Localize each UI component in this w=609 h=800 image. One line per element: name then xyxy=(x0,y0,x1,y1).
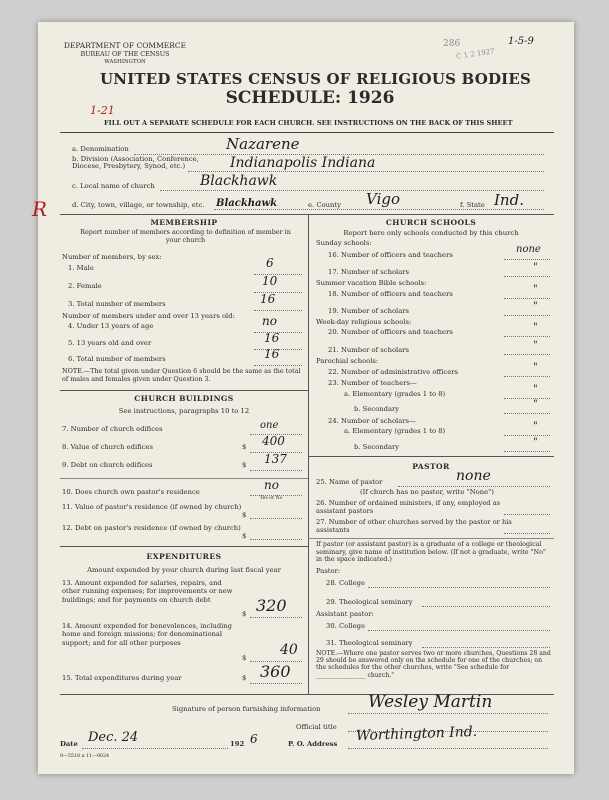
county-label: e. County xyxy=(308,201,341,209)
form-title: UNITED STATES CENSUS OF RELIGIOUS BODIES xyxy=(100,70,532,88)
college-30-line xyxy=(368,630,550,631)
assistant-pastors-line xyxy=(504,514,550,515)
census-schedule-sheet xyxy=(32,22,574,774)
other-churches-line xyxy=(504,533,550,534)
school-value-21: " xyxy=(533,340,538,351)
seminary-31-label: 31. Theological seminary xyxy=(326,639,413,647)
total-age-value: 16 xyxy=(264,347,280,361)
total-expenditures-label: 15. Total expenditures during year xyxy=(62,674,182,682)
under-13-value: no xyxy=(262,314,277,328)
over-13-value: 16 xyxy=(264,331,280,345)
running-expenses-value: 320 xyxy=(256,596,287,615)
signature-value: Wesley Martin xyxy=(368,692,493,712)
total-age-label: 6. Total number of members xyxy=(68,355,166,363)
dollar-sign-9: $ xyxy=(242,461,247,469)
edifices-debt-value: 137 xyxy=(264,452,287,466)
under-13-label: 4. Under 13 years of age xyxy=(68,322,154,330)
dollar-sign-8: $ xyxy=(242,443,247,451)
running-expenses-label: 13. Amount expended for salaries, repairs, and other running expenses; for improvements or new buildings; and for payments on church debt xyxy=(62,579,233,604)
school-value-16: none xyxy=(516,244,541,255)
school-value-23b: " xyxy=(533,399,538,410)
by-sex-label: Number of members, by sex: xyxy=(62,253,162,261)
school-row-20: 20. Number of officers and teachers xyxy=(328,328,453,336)
age-intro-label: Number of members under and over 13 years old: xyxy=(62,312,235,320)
graduate-intro: If pastor (or assistant pastor) is a graduate of a college or theological seminary, give name of institution below. (If not a graduate, write "No" in the space indicated.) xyxy=(316,540,546,564)
city-value: Blackhawk xyxy=(216,198,278,209)
female-label: 2. Female xyxy=(68,282,102,290)
po-address-line xyxy=(348,748,548,749)
instruction-line: FILL OUT A SEPARATE SCHEDULE FOR EACH CHURCH. SEE INSTRUCTIONS ON THE BACK OF THIS SHEET xyxy=(104,119,513,127)
pastor-sub-label: Pastor: xyxy=(316,567,341,575)
total-members-line xyxy=(254,310,302,311)
buildings-heading: CHURCH BUILDINGS xyxy=(134,394,234,403)
school-line-23b xyxy=(504,413,550,414)
assistant-sub-label: Assistant pastor: xyxy=(316,610,374,618)
school-row-16: 16. Number of officers and teachers xyxy=(328,251,453,259)
other-churches-label: 27. Number of other churches served by the pastor or his assistants xyxy=(316,518,512,534)
edifices-debt-label: 9. Debt on church edifices xyxy=(62,461,153,469)
school-value-24b: " xyxy=(533,437,538,448)
local-name-line xyxy=(160,190,544,191)
state-label: f. State xyxy=(460,201,485,209)
received-stamp-number: 286 xyxy=(443,39,461,49)
red-r-mark: R xyxy=(32,197,48,221)
received-stamp-date: C 1 2 1927 xyxy=(455,47,496,61)
school-line-19 xyxy=(504,315,550,316)
dept-line-1: DEPARTMENT OF COMMERCE xyxy=(63,41,187,50)
year-prefix: 192 xyxy=(230,740,245,748)
membership-rule xyxy=(60,390,308,391)
total-members-label: 3. Total number of members xyxy=(68,300,166,308)
expenditures-subheading: Amount expended by your church during last fiscal year xyxy=(87,566,281,574)
school-line-23a xyxy=(504,398,550,399)
dollar-sign-11: $ xyxy=(242,511,247,519)
denomination-label: a. Denomination xyxy=(72,145,129,153)
school-row-21: 21. Number of scholars xyxy=(328,346,410,354)
city-line xyxy=(214,209,544,210)
benevolences-label: 14. Amount expended for benevolences, including home and foreign missions; for denominational support; and for all other purposes xyxy=(62,622,232,647)
assistant-pastors-label: 26. Number of ordained ministers, if any, employed as assistant pastors xyxy=(316,499,501,515)
year-suffix: 6 xyxy=(250,732,258,746)
weekday-schools-label: Week-day religious schools: xyxy=(316,318,412,326)
total-members-value: 16 xyxy=(260,292,276,306)
state-value: Ind. xyxy=(494,191,524,209)
pastor-name-value: none xyxy=(456,468,491,484)
sunday-schools-label: Sunday schools: xyxy=(316,239,372,247)
division-line xyxy=(188,171,544,172)
edifices-value-label: 8. Value of church edifices xyxy=(62,443,154,451)
residence-value-line xyxy=(250,518,302,519)
college-28-label: 28. College xyxy=(326,579,366,587)
owns-residence-label: 10. Does church own pastor's residence xyxy=(62,488,200,496)
buildings-subheading: See instructions, paragraphs 10 to 12 xyxy=(118,407,250,415)
school-value-22: " xyxy=(533,362,538,373)
county-value: Vigo xyxy=(366,190,400,208)
red-mark-number: 1-21 xyxy=(90,104,115,117)
date-line xyxy=(82,748,228,749)
residence-debt-line xyxy=(250,539,302,540)
edifices-count-label: 7. Number of church edifices xyxy=(62,425,163,433)
date-value: Dec. 24 xyxy=(88,730,139,745)
school-value-24a: " xyxy=(533,421,538,432)
school-line-18 xyxy=(504,298,550,299)
signature-label: Signature of person furnishing information xyxy=(172,705,321,713)
college-30-label: 30. College xyxy=(326,622,366,630)
date-label: Date xyxy=(60,740,78,748)
seminary-31-line xyxy=(422,647,550,648)
pastor-name-note: (If church has no pastor, write "None") xyxy=(360,488,494,496)
school-line-24a xyxy=(504,435,550,436)
denomination-value: Nazarene xyxy=(226,135,300,153)
female-value: 10 xyxy=(262,274,278,288)
college-28-line xyxy=(368,587,550,588)
school-value-20: " xyxy=(533,322,538,333)
school-row-24a: a. Elementary (grades 1 to 8) xyxy=(344,427,446,435)
pastor-name-label: 25. Name of pastor xyxy=(316,478,383,486)
school-value-18: " xyxy=(533,284,538,295)
school-row-23a: a. Elementary (grades 1 to 8) xyxy=(344,390,446,398)
dollar-sign-15: $ xyxy=(242,674,247,682)
edifices-debt-line xyxy=(250,470,302,471)
membership-subheading: Report number of members according to definition of member in your church xyxy=(80,228,291,244)
total-expenditures-line xyxy=(250,683,302,684)
po-address-value: Worthington Ind. xyxy=(355,723,478,745)
summer-schools-label: Summer vacation Bible schools: xyxy=(316,279,427,287)
pastor-name-line xyxy=(398,486,550,487)
school-row-24: 24. Number of scholars— xyxy=(328,417,416,425)
pastor-note: NOTE.—Where one pastor serves two or more churches, Questions 28 and 29 should be answered only on the schedule for one of the churches; on the schedules for the other churches, write "See schedule for ________________ church." xyxy=(316,650,551,679)
benevolences-value: 40 xyxy=(280,642,298,658)
running-expenses-line xyxy=(250,617,302,618)
column-divider xyxy=(308,214,309,694)
over-13-label: 5. 13 years old and over xyxy=(68,339,152,347)
school-row-18: 18. Number of officers and teachers xyxy=(328,290,453,298)
membership-heading: MEMBERSHIP xyxy=(150,218,218,227)
yes-no-hint: Yes or No xyxy=(260,496,283,501)
school-value-19: " xyxy=(533,301,538,312)
membership-note: NOTE.—The total given under Question 6 should be the same as the total of males and females given under Question 3. xyxy=(62,367,301,383)
stamp-code: 1-5-9 xyxy=(508,36,534,47)
school-value-17: " xyxy=(533,262,538,273)
local-name-label: c. Local name of church xyxy=(72,182,155,190)
schools-subheading: Report here only schools conducted by this church xyxy=(343,229,519,237)
parochial-schools-label: Parochial schools: xyxy=(316,357,379,365)
department-heading xyxy=(60,42,190,66)
total-expenditures-value: 360 xyxy=(260,662,291,681)
school-line-20 xyxy=(504,336,550,337)
dollar-sign-14: $ xyxy=(242,654,247,662)
total-age-line xyxy=(254,365,302,366)
top-fields-rule xyxy=(60,214,554,215)
residence-value-label: 11. Value of pastor's residence (if owned by church) xyxy=(62,503,242,511)
dept-line-2: BUREAU OF THE CENSUS xyxy=(80,50,170,58)
dollar-sign-12: $ xyxy=(242,532,247,540)
school-line-21 xyxy=(504,354,550,355)
school-line-17 xyxy=(504,276,550,277)
edifices-count-value: one xyxy=(260,420,279,431)
school-line-22 xyxy=(504,376,550,377)
edifices-value-value: 400 xyxy=(262,434,285,448)
form-code: 9—5518 a 11—9024 xyxy=(60,754,110,759)
schools-heading: CHURCH SCHOOLS xyxy=(385,218,477,227)
division-label: b. Division (Association, Conference, Diocese, Presbytery, Synod, etc.) xyxy=(72,155,199,171)
city-label: d. City, town, village, or township, etc. xyxy=(72,201,205,209)
po-address-label: P. O. Address xyxy=(288,740,338,748)
school-value-23a: " xyxy=(533,384,538,395)
male-value: 6 xyxy=(266,256,274,270)
male-label: 1. Male xyxy=(68,264,94,272)
school-line-24b xyxy=(504,451,550,452)
schedule-title: SCHEDULE: 1926 xyxy=(225,88,395,108)
school-row-23: 23. Number of teachers— xyxy=(328,379,417,387)
signature-line xyxy=(348,713,548,714)
buildings-rule xyxy=(60,546,308,547)
pastor-heading: PASTOR xyxy=(412,462,450,471)
residence-debt-label: 12. Debt on pastor's residence (if owned by church) xyxy=(62,524,241,532)
school-row-22: 22. Number of administrative officers xyxy=(328,368,458,376)
seminary-29-label: 29. Theological seminary xyxy=(326,598,413,606)
expenditures-heading: EXPENDITURES xyxy=(146,552,222,561)
school-row-17: 17. Number of scholars xyxy=(328,268,410,276)
dept-line-3: WASHINGTON xyxy=(104,59,146,65)
schools-rule xyxy=(308,456,554,457)
owns-residence-value: no xyxy=(264,478,279,492)
school-row-23b: b. Secondary xyxy=(354,405,400,413)
division-value: Indianapolis Indiana xyxy=(230,155,376,171)
pastor-mid-rule xyxy=(308,538,554,539)
school-row-19: 19. Number of scholars xyxy=(328,307,410,315)
header-rule xyxy=(60,132,554,133)
school-line-16 xyxy=(504,259,550,260)
official-title-label: Official title xyxy=(296,723,337,731)
seminary-29-line xyxy=(422,606,550,607)
school-row-24b: b. Secondary xyxy=(354,443,400,451)
dollar-sign-13: $ xyxy=(242,610,247,618)
local-name-value: Blackhawk xyxy=(200,173,278,189)
